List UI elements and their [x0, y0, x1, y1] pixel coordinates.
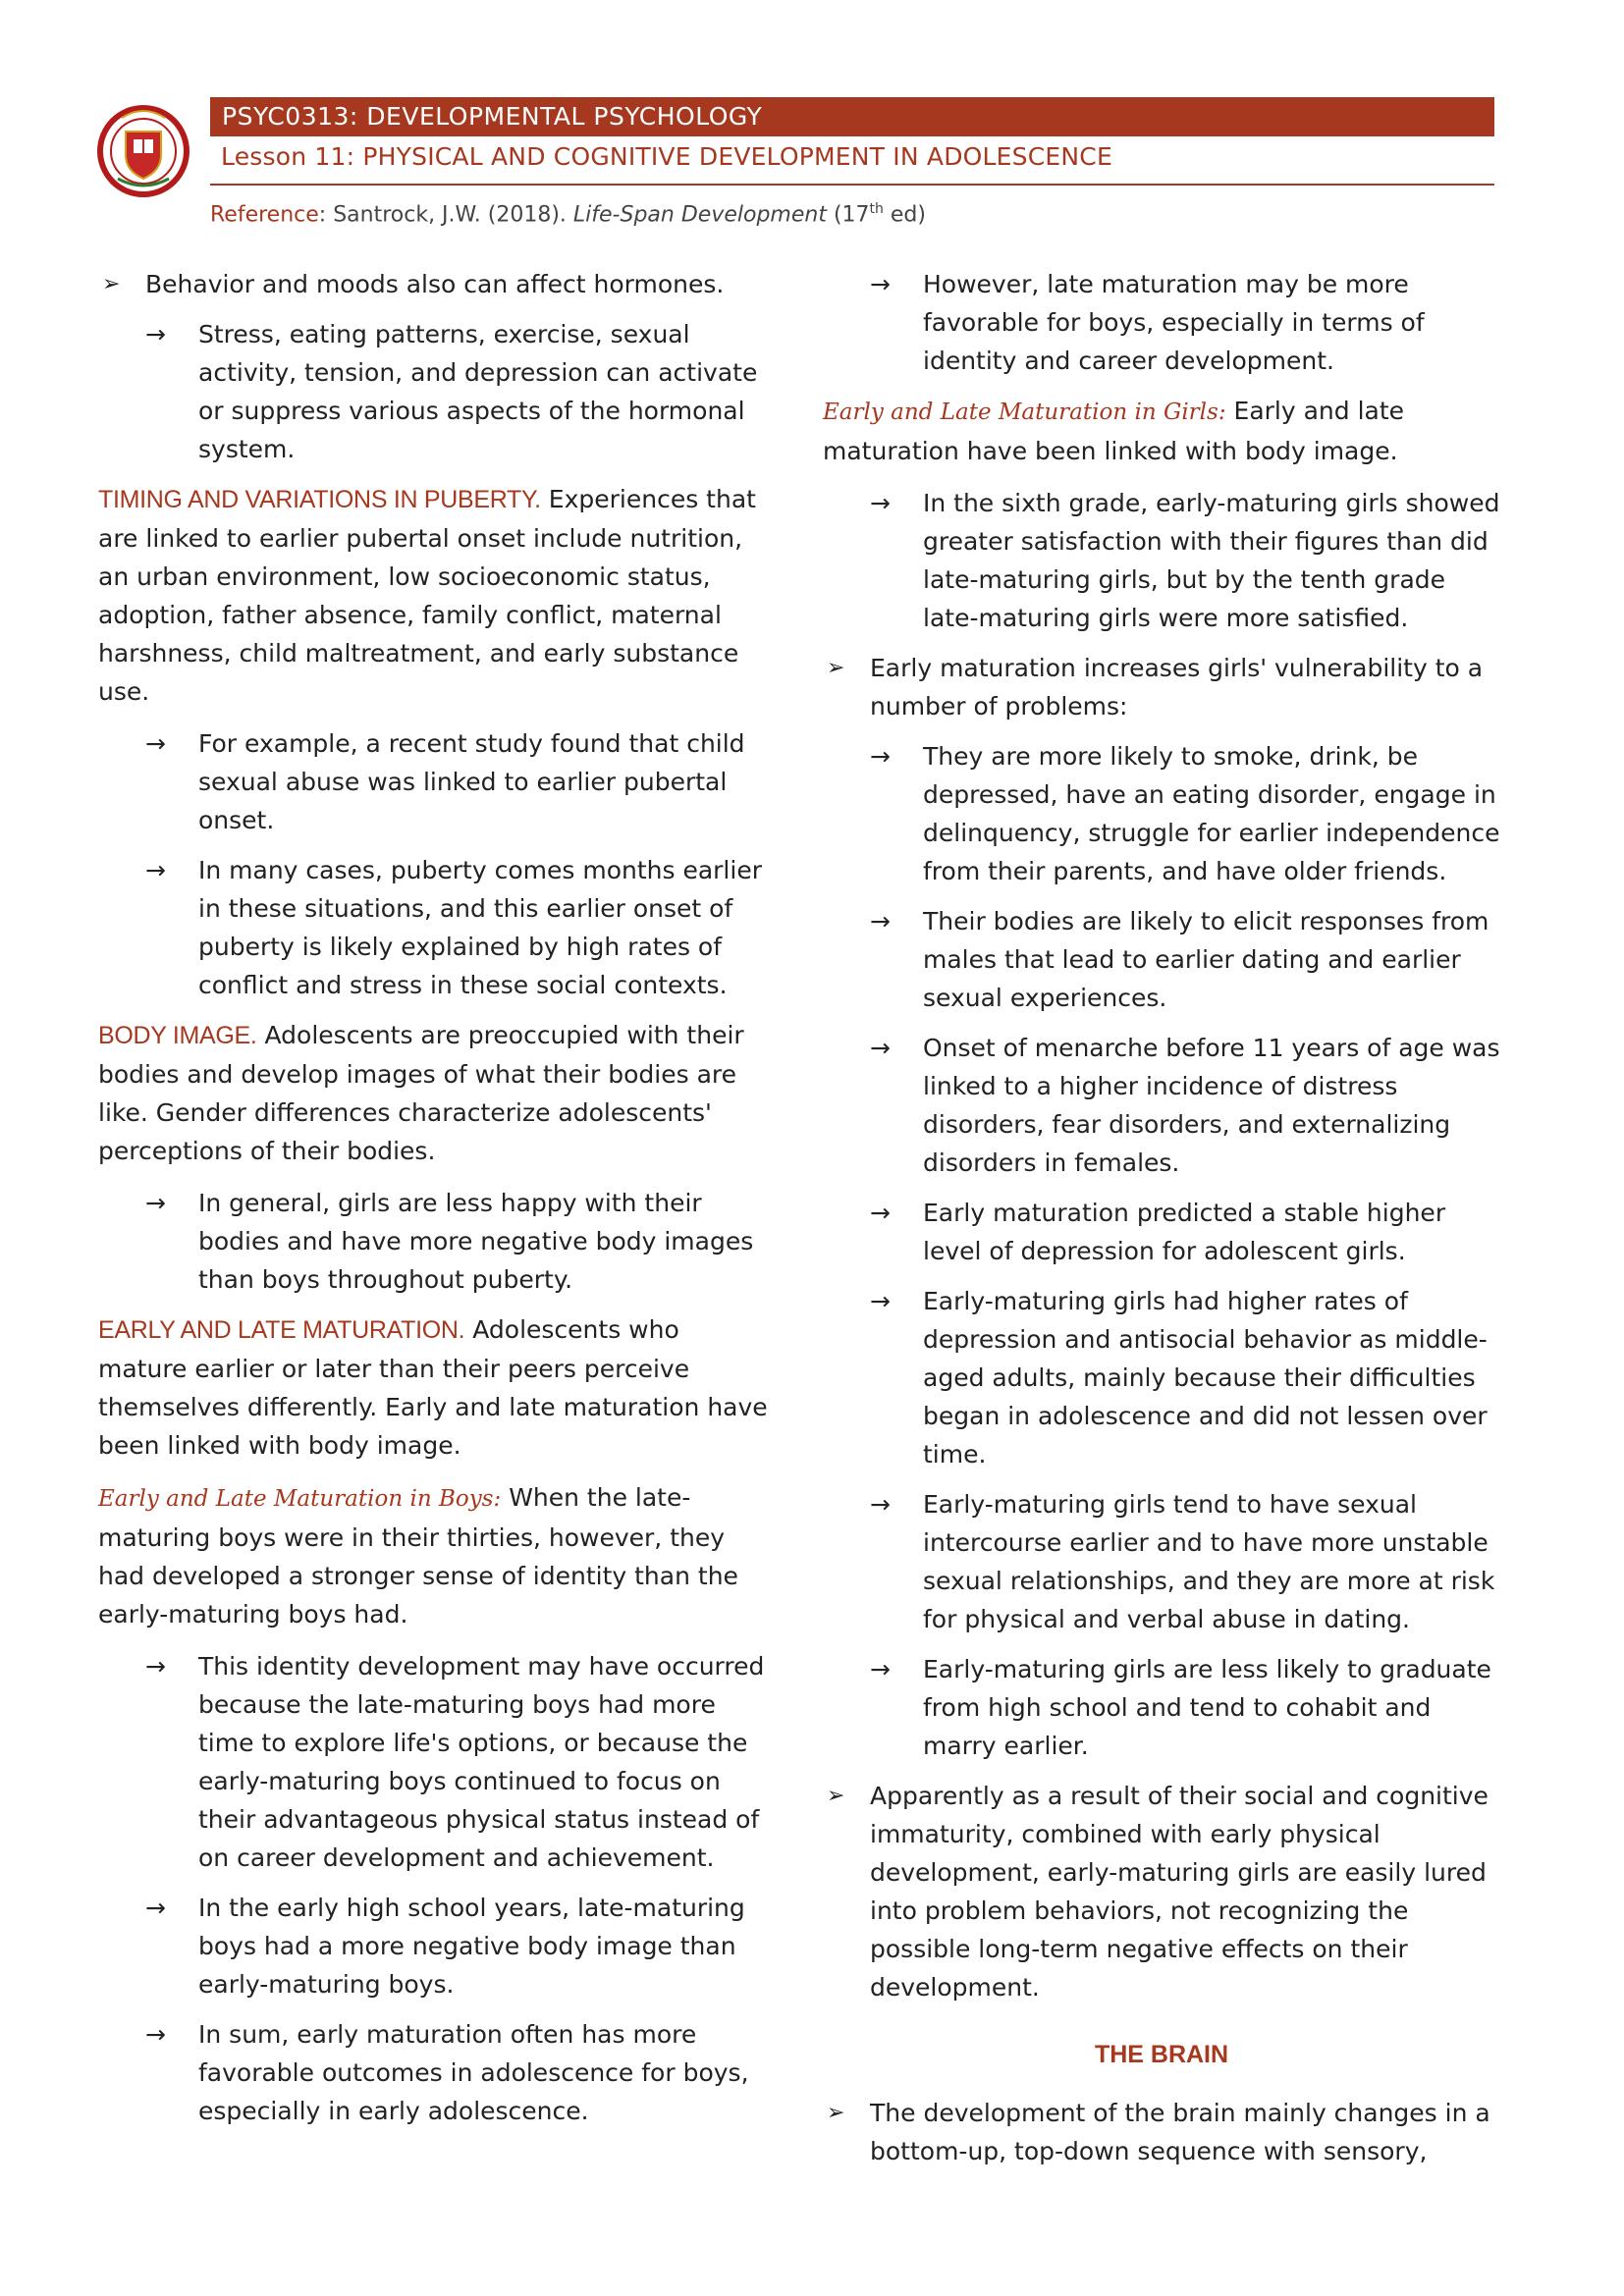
arrow-text: This identity development may have occurred because the late-maturing boys had more time to explore life's options, or because the early-maturing boys continued to focus on their advantageous physical status instead of on career development and achievement.	[198, 1652, 765, 1872]
bullet-item	[98, 265, 776, 303]
arrow-item	[98, 851, 776, 1004]
arrow-item	[823, 265, 1500, 380]
section-heading-brain: THE BRAIN	[1094, 2041, 1229, 2068]
lesson-title: Lesson 11: PHYSICAL AND COGNITIVE DEVELOPMENT IN ADOLESCENCE	[221, 142, 1112, 171]
girls-paragraph	[823, 392, 1500, 470]
arrow-text: In many cases, puberty comes months earlier in these situations, and this earlier onset of puberty is likely explained by high rates of conflict and stress in these social contexts.	[198, 856, 762, 999]
arrow-item	[823, 484, 1500, 637]
arrow-text: For example, a recent study found that child sexual abuse was linked to earlier pubertal onset.	[198, 729, 745, 834]
right-arrow-icon: →	[870, 1199, 891, 1227]
reference-edition-suffix: th	[869, 201, 884, 217]
arrow-item	[823, 1282, 1500, 1473]
paragraph-text: Adolescents who mature earlier or later than their peers perceive themselves differently. Early and late maturation have been linked with body image.	[98, 1315, 768, 1460]
bullet-item	[823, 2094, 1500, 2170]
arrow-text: In general, girls are less happy with their bodies and have more negative body images than boys throughout puberty.	[198, 1189, 754, 1294]
paragraph-text: Experiences that are linked to earlier pubertal onset include nutrition, an urban environment, low socioeconomic status, adoption, father absence, family conflict, maternal harshness, child maltreatment, and early substance use.	[98, 485, 756, 706]
reference-edition: (17	[826, 202, 870, 228]
header-divider	[210, 184, 1494, 186]
bullet-arrow-icon: ➢	[827, 656, 845, 680]
right-arrow-icon: →	[870, 1287, 891, 1315]
arrow-item	[823, 737, 1500, 890]
right-arrow-icon: →	[145, 856, 166, 884]
bullet-item	[823, 649, 1500, 725]
right-column	[823, 265, 1500, 2182]
arrow-text: Onset of menarche before 11 years of age was linked to a higher incidence of distress disorders, fear disorders, and externalizing disorders in females.	[923, 1034, 1500, 1177]
right-arrow-icon: →	[145, 1189, 166, 1217]
right-arrow-icon: →	[145, 320, 166, 348]
arrow-item	[98, 1647, 776, 1877]
bullet-item	[823, 1777, 1500, 2006]
arrow-item	[823, 1485, 1500, 1638]
arrow-text: In the sixth grade, early-maturing girls showed greater satisfaction with their figures than did late-maturing girls, but by the tenth grade late-maturing girls were more satisfied.	[923, 489, 1500, 632]
maturation-paragraph	[98, 1310, 776, 1465]
timing-paragraph	[98, 480, 776, 711]
arrow-item	[823, 902, 1500, 1017]
paragraph-text: When the late-maturing boys were in their thirties, however, they had developed a stronger sense of identity than the early-maturing boys had.	[98, 1483, 738, 1629]
reference-book-title: Life-Span Development	[572, 202, 827, 228]
section-heading-maturation: EARLY AND LATE MATURATION.	[98, 1316, 465, 1344]
course-title-bar: PSYC0313: DEVELOPMENTAL PSYCHOLOGY	[210, 97, 1494, 136]
body-image-paragraph	[98, 1016, 776, 1170]
bullet-arrow-icon: ➢	[827, 2101, 845, 2125]
arrow-text: Early-maturing girls tend to have sexual intercourse earlier and to have more unstable sexual relationships, and they are more at risk for physical and verbal abuse in dating.	[923, 1490, 1495, 1633]
reference-label: Reference	[210, 202, 319, 228]
reference-authors: : Santrock, J.W. (2018).	[318, 202, 573, 228]
right-arrow-icon: →	[145, 1894, 166, 1922]
section-heading-body-image: BODY IMAGE.	[98, 1022, 257, 1049]
paragraph-text: Early and late maturation have been linked with body image.	[823, 397, 1405, 465]
bullet-arrow-icon: ➢	[827, 1784, 845, 1808]
right-arrow-icon: →	[870, 1034, 891, 1062]
right-arrow-icon: →	[145, 1652, 166, 1681]
right-arrow-icon: →	[145, 2020, 166, 2049]
arrow-item	[823, 1194, 1500, 1270]
arrow-text: In the early high school years, late-maturing boys had a more negative body image than early-maturing boys.	[198, 1894, 745, 1999]
arrow-item	[98, 315, 776, 468]
arrow-text: Early maturation predicted a stable higher level of depression for adolescent girls.	[923, 1199, 1446, 1265]
arrow-text: In sum, early maturation often has more favorable outcomes in adolescence for boys, especially in early adolescence.	[198, 2020, 749, 2125]
subheading-girls: Early and Late Maturation in Girls:	[823, 400, 1226, 425]
right-arrow-icon: →	[145, 729, 166, 758]
paragraph-text: Adolescents are preoccupied with their bodies and develop images of what their bodies are like. Gender differences characterize adolescents' perceptions of their bodies.	[98, 1021, 744, 1165]
bullet-arrow-icon: ➢	[102, 272, 121, 296]
right-arrow-icon: →	[870, 1490, 891, 1519]
arrow-item	[823, 1650, 1500, 1765]
arrow-text: Their bodies are likely to elicit responses from males that lead to earlier dating and earlier sexual experiences.	[923, 907, 1489, 1012]
arrow-text: Early-maturing girls had higher rates of depression and antisocial behavior as middle-aged adults, mainly because their difficulties began in adolescence and did not lessen over time.	[923, 1287, 1488, 1468]
bullet-text: Early maturation increases girls' vulnerability to a number of problems:	[870, 654, 1484, 721]
arrow-text: They are more likely to smoke, drink, be depressed, have an eating disorder, engage in delinquency, struggle for earlier independence from their parents, and have older friends.	[923, 742, 1500, 885]
right-arrow-icon: →	[870, 489, 891, 517]
bullet-text: Behavior and moods also can affect hormones.	[145, 270, 725, 298]
bullet-text: The development of the brain mainly changes in a bottom-up, top-down sequence with sensory,	[870, 2099, 1490, 2165]
boys-paragraph	[98, 1478, 776, 1633]
left-column	[98, 265, 776, 2142]
right-arrow-icon: →	[870, 742, 891, 771]
arrow-text: Early-maturing girls are less likely to graduate from high school and tend to cohabit and marry earlier.	[923, 1655, 1491, 1760]
arrow-item	[98, 1184, 776, 1299]
reference-edition-end: ed)	[883, 202, 926, 228]
arrow-item	[98, 724, 776, 839]
subheading-boys: Early and Late Maturation in Boys:	[98, 1486, 502, 1512]
right-arrow-icon: →	[870, 907, 891, 935]
arrow-item	[823, 1029, 1500, 1182]
bullet-text: Apparently as a result of their social and cognitive immaturity, combined with early physical development, early-maturing girls are easily lured into problem behaviors, not recognizing the possible long-term negative effects on their development.	[870, 1782, 1489, 2002]
section-heading-timing: TIMING AND VARIATIONS IN PUBERTY.	[98, 486, 541, 513]
right-arrow-icon: →	[870, 270, 891, 298]
arrow-item	[98, 2015, 776, 2130]
arrow-text: However, late maturation may be more favorable for boys, especially in terms of identity and career development.	[923, 270, 1425, 375]
university-seal-logo	[96, 94, 190, 212]
reference-line	[210, 201, 926, 227]
arrow-text: Stress, eating patterns, exercise, sexual activity, tension, and depression can activate or suppress various aspects of the hormonal system.	[198, 320, 758, 463]
right-arrow-icon: →	[870, 1655, 891, 1683]
arrow-item	[98, 1889, 776, 2003]
